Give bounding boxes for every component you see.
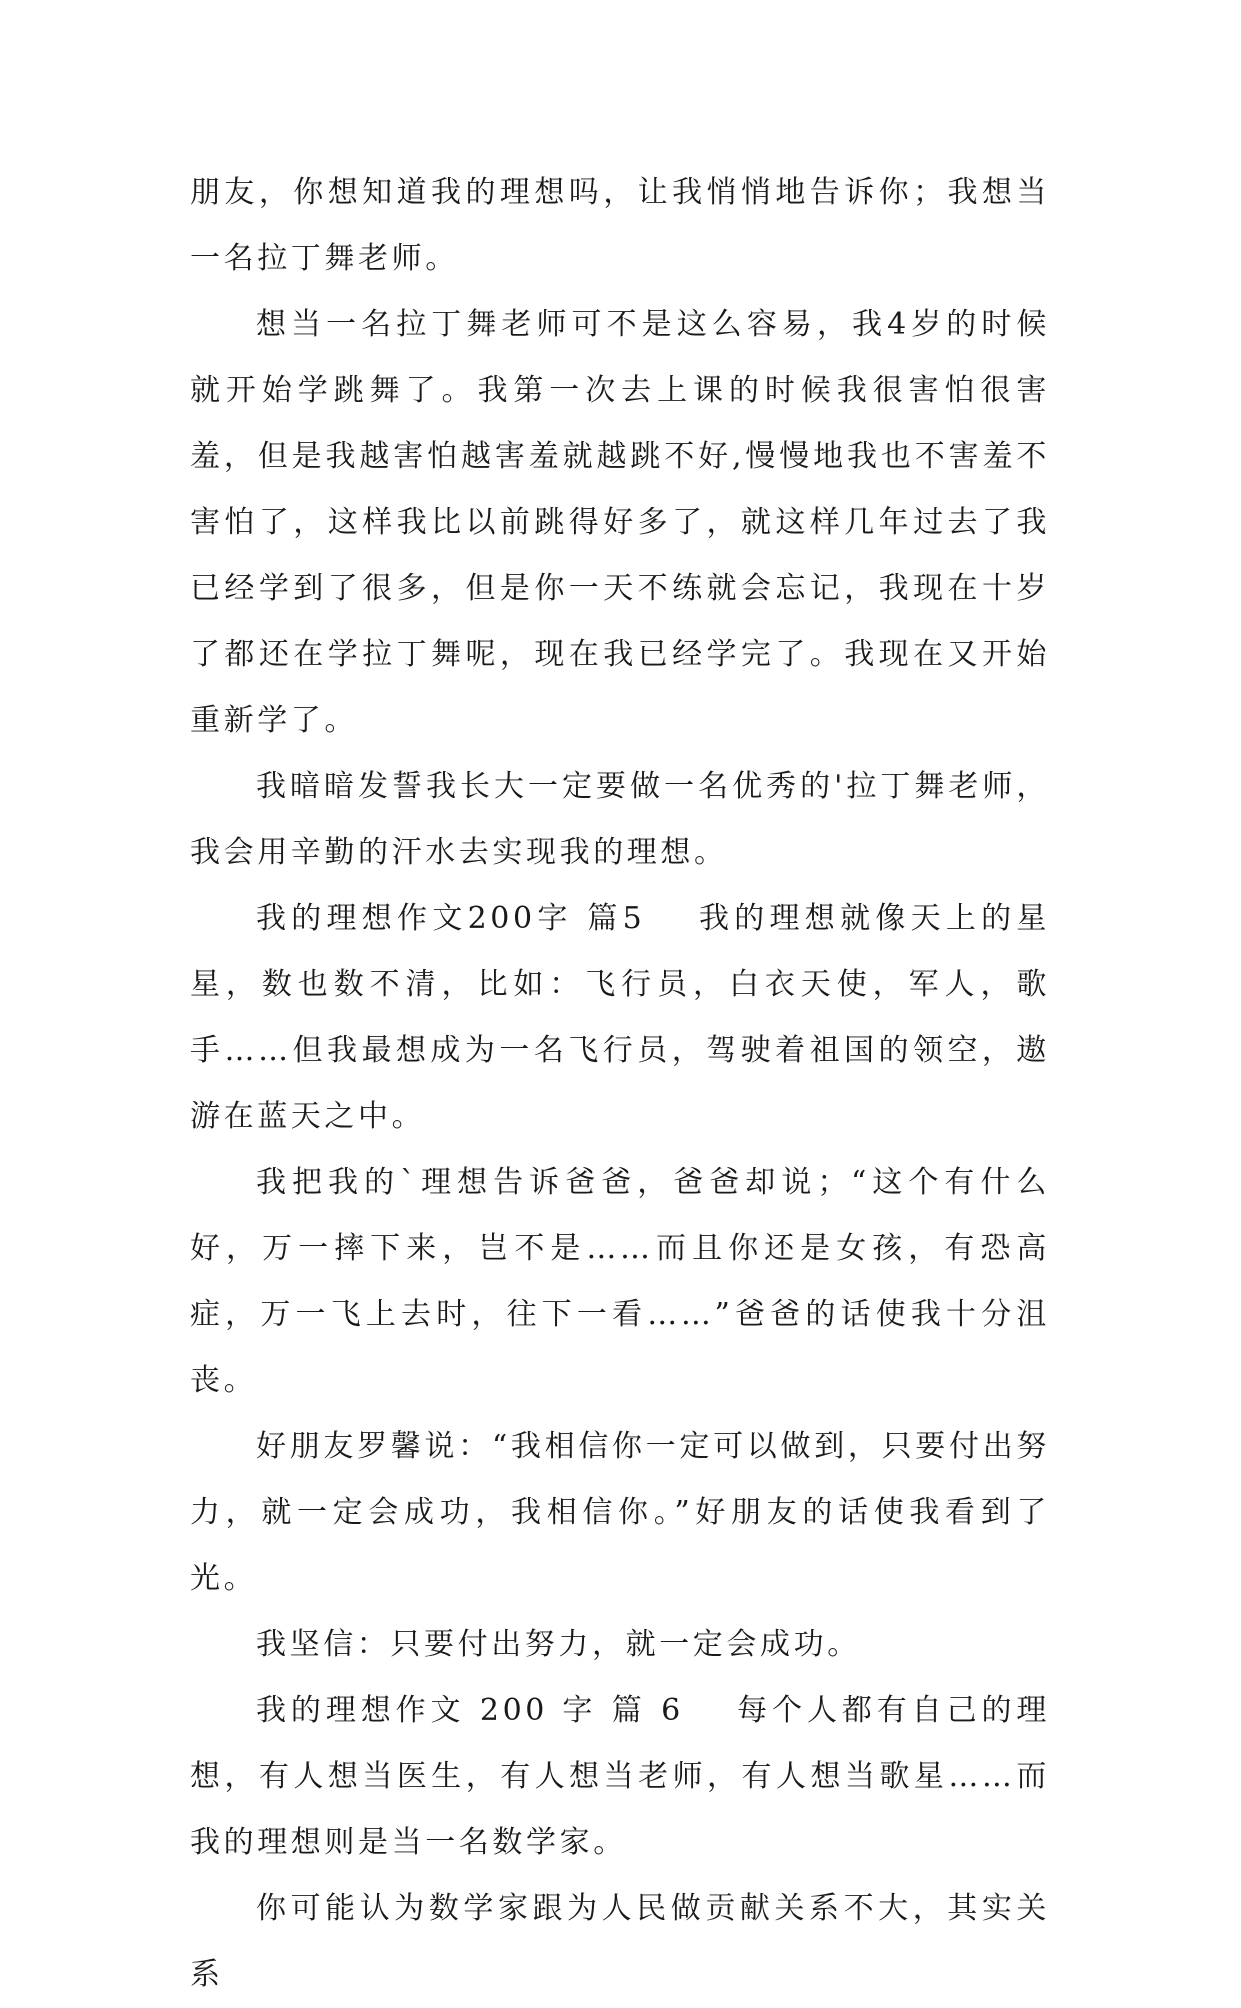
paragraph-6: 好朋友罗馨说：“我相信你一定可以做到，只要付出努力，就一定会成功，我相信你。”好朋友的话使我看到了光。 [190,1429,1050,1596]
paragraph-9: 你可能认为数学家跟为人民做贡献关系不大，其实关系 [190,1891,1050,1992]
paragraph-2: 想当一名拉丁舞老师可不是这么容易，我4岁的时候就开始学跳舞了。我第一次去上课的时候我很害怕很害羞，但是我越害怕越害羞就越跳不好,慢慢地我也不害羞不害怕了，这样我比以前跳得好多了，就这样几年过去了我已经学到了很多，但是你一天不练就会忘记，我现在十岁了都还在学拉丁舞呢，现在我已经学完了。我现在又开始重新学了。 [190,307,1050,738]
paragraph-7: 我坚信：只要付出努力，就一定会成功。 [256,1627,861,1662]
section-heading-6: 我的理想作文 200 字 篇 6 [256,1693,684,1728]
paragraph-5: 我把我的`理想告诉爸爸，爸爸却说；“这个有什么好，万一摔下来，岂不是……而且你还是女孩，有恐高症，万一飞上去时，往下一看……”爸爸的话使我十分沮丧。 [190,1165,1050,1398]
paragraph-4 [190,886,1050,1150]
section-heading-5: 我的理想作文200字 篇5 [256,901,646,936]
paragraph-1: 朋友，你想知道我的理想吗，让我悄悄地告诉你；我想当一名拉丁舞老师。 [190,175,1050,276]
document-body [190,160,1050,2008]
paragraph-4-text: 我的理想就像天上的星星，数也数不清，比如：飞行员，白衣天使，军人，歌手……但我最想成为一名飞行员，驾驶着祖国的领空，遨游在蓝天之中。 [190,901,1050,1134]
paragraph-8 [190,1678,1050,1876]
paragraph-8-text: 每个人都有自己的理想，有人想当医生，有人想当老师，有人想当歌星……而我的理想则是当一名数学家。 [190,1693,1050,1860]
paragraph-3: 我暗暗发誓我长大一定要做一名优秀的'拉丁舞老师，我会用辛勤的汗水去实现我的理想。 [190,769,1050,870]
